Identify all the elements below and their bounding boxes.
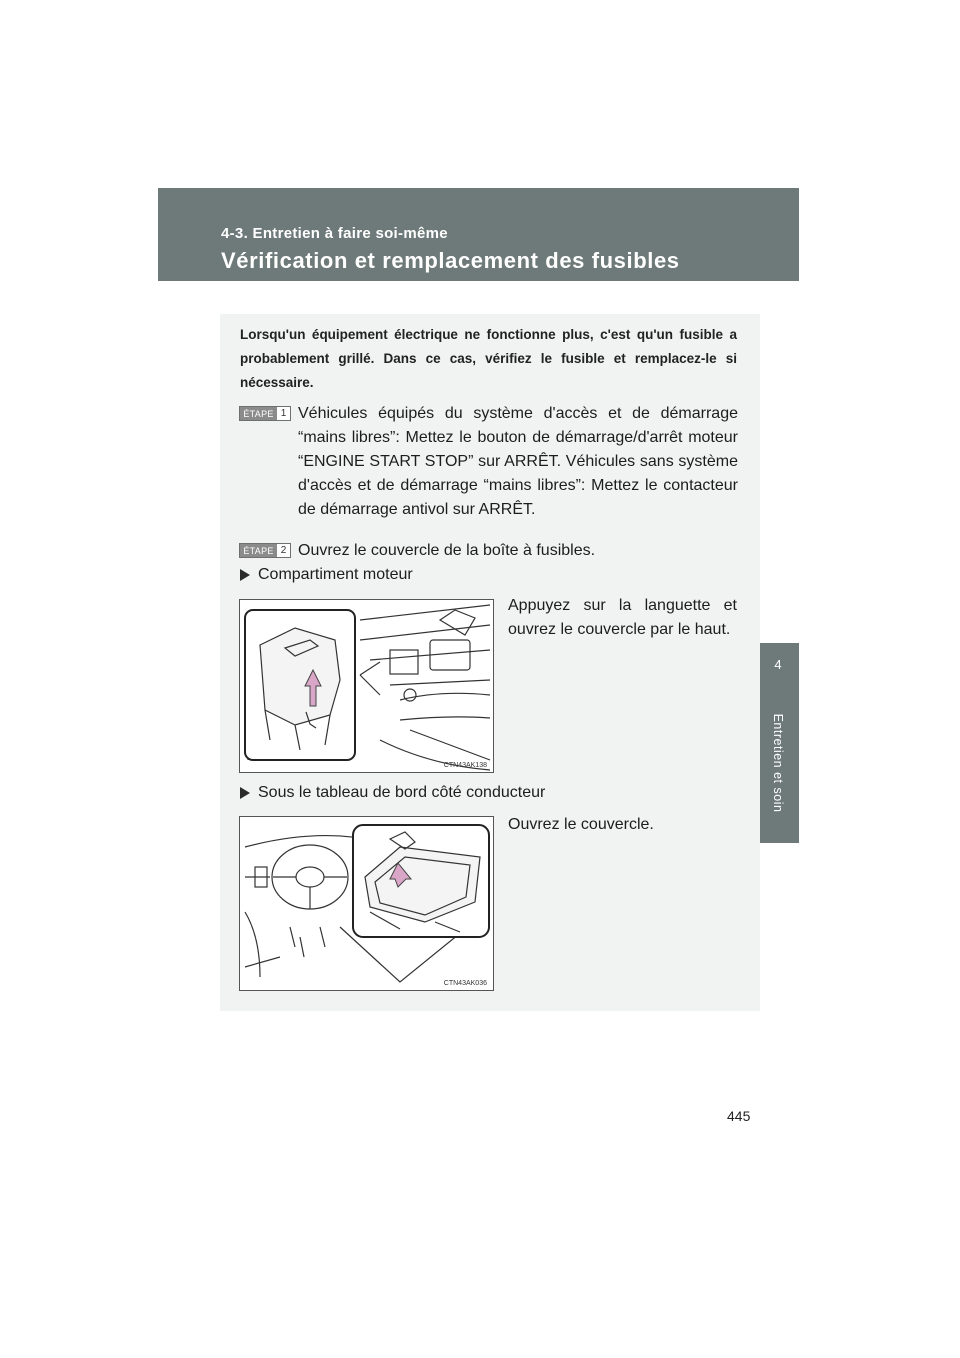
figure-caption: Appuyez sur la languette et ouvrez le couvercle par le haut. xyxy=(508,597,737,638)
dashboard-illustration xyxy=(240,817,494,991)
content-panel xyxy=(220,314,760,1011)
step-badge-word: ÉTAPE xyxy=(240,407,277,420)
step-badge xyxy=(239,543,291,558)
figure-code: CTN43AK036 xyxy=(443,980,487,987)
step-badge-number: 1 xyxy=(277,407,290,420)
step-badge xyxy=(239,406,291,421)
dashboard-fuse-box-figure xyxy=(239,816,494,991)
triangle-bullet-icon xyxy=(240,787,250,799)
page-title: Vérification et remplacement des fusibles xyxy=(221,248,680,273)
section-label: 4-3. Entretien à faire soi-même xyxy=(221,225,448,242)
intro-paragraph: Lorsqu'un équipement électrique ne fonctionne plus, c'est qu'un fusible a probablement grillé. Dans ce cas, vérifiez le fusible et remplacez-le si nécessaire. xyxy=(240,327,737,390)
subsection-heading-engine xyxy=(240,566,413,584)
engine-compartment-illustration xyxy=(240,600,494,773)
subsection-heading-text: Compartiment moteur xyxy=(258,566,413,583)
chapter-number: 4 xyxy=(774,657,782,672)
subsection-heading-dashboard xyxy=(240,784,545,802)
step-text: Ouvrez le couvercle de la boîte à fusibles. xyxy=(298,542,596,559)
engine-fuse-box-figure xyxy=(239,599,494,773)
step-text: Véhicules équipés du système d'accès et de démarrage “mains libres”: Mettez le bouton de démarrage/d'arrêt moteur “ENGINE START STOP” sur ARRÊT. Véhicules sans système d'accès et de démarrage “mains libres”: Mettez le contacteur de démarrage antivol sur ARRÊT. xyxy=(298,405,738,518)
triangle-bullet-icon xyxy=(240,569,250,581)
page-header xyxy=(158,188,799,281)
chapter-side-tab xyxy=(757,643,799,843)
step-badge-number: 2 xyxy=(277,544,290,557)
page-number: 445 xyxy=(727,1108,751,1124)
figure-caption: Ouvrez le couvercle. xyxy=(508,816,654,833)
step-badge-word: ÉTAPE xyxy=(240,544,277,557)
subsection-heading-text: Sous le tableau de bord côté conducteur xyxy=(258,784,546,801)
chapter-label: Entretien et soin xyxy=(771,713,785,813)
figure-code: CTN43AK138 xyxy=(443,762,487,769)
